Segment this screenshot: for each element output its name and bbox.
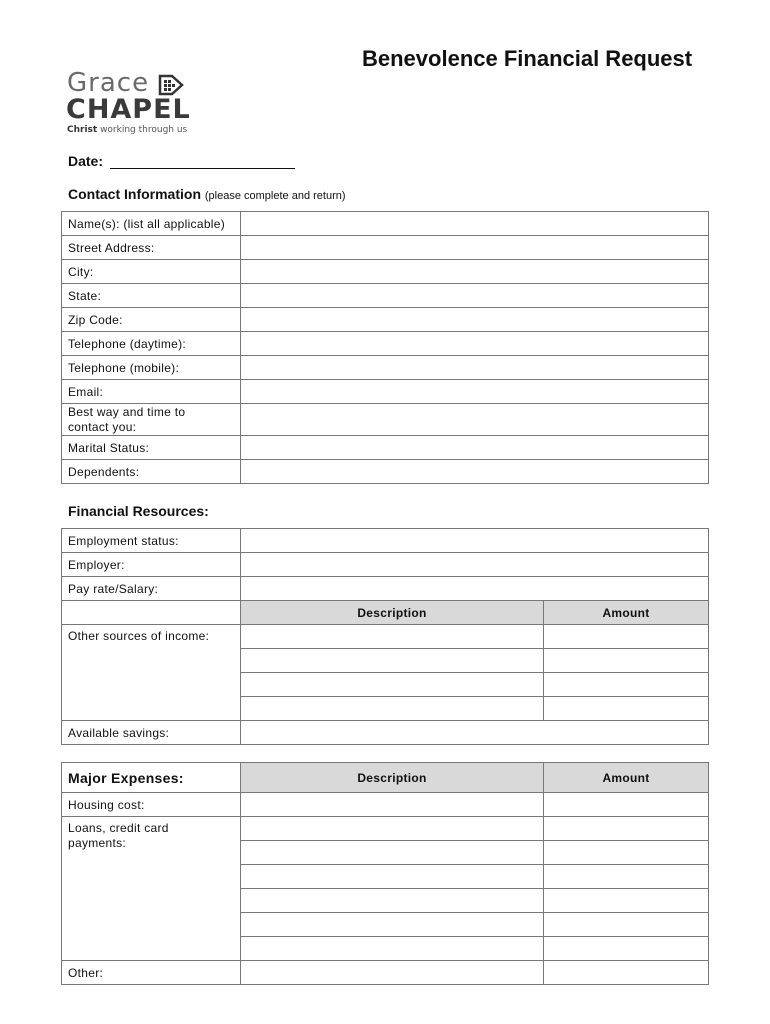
table-row bbox=[62, 529, 709, 553]
employer-field[interactable] bbox=[241, 553, 709, 577]
table-row bbox=[62, 721, 709, 745]
loan-amount-field[interactable] bbox=[544, 841, 709, 865]
employment-status-field[interactable] bbox=[241, 529, 709, 553]
row-label: Street Address: bbox=[62, 236, 241, 260]
logo-arrow-icon bbox=[158, 74, 184, 96]
loan-amount-field[interactable] bbox=[544, 817, 709, 841]
row-label: Marital Status: bbox=[62, 436, 241, 460]
expenses-table bbox=[61, 762, 709, 985]
table-row bbox=[62, 763, 709, 793]
income-description-field[interactable] bbox=[241, 649, 544, 673]
income-amount-field[interactable] bbox=[544, 697, 709, 721]
dependents-field[interactable] bbox=[241, 460, 709, 484]
table-row bbox=[62, 793, 709, 817]
loan-amount-field[interactable] bbox=[544, 889, 709, 913]
loan-amount-field[interactable] bbox=[544, 913, 709, 937]
contact-heading: Contact Information (please complete and return) bbox=[68, 186, 346, 202]
description-header: Description bbox=[241, 763, 544, 793]
table-row bbox=[62, 260, 709, 284]
income-description-field[interactable] bbox=[241, 673, 544, 697]
date-field[interactable] bbox=[110, 168, 295, 169]
loan-description-field[interactable] bbox=[241, 841, 544, 865]
row-label: City: bbox=[62, 260, 241, 284]
marital-status-field[interactable] bbox=[241, 436, 709, 460]
loan-description-field[interactable] bbox=[241, 865, 544, 889]
date-label: Date: bbox=[68, 153, 104, 169]
amount-header: Amount bbox=[544, 601, 709, 625]
state-field[interactable] bbox=[241, 284, 709, 308]
savings-field[interactable] bbox=[241, 721, 709, 745]
other-amount-field[interactable] bbox=[544, 961, 709, 985]
housing-description-field[interactable] bbox=[241, 793, 544, 817]
loan-description-field[interactable] bbox=[241, 937, 544, 961]
logo-chapel: CHAPEL bbox=[66, 94, 191, 125]
row-label: Best way and time to contact you: bbox=[62, 404, 241, 436]
other-description-field[interactable] bbox=[241, 961, 544, 985]
table-row bbox=[62, 817, 709, 841]
table-row bbox=[62, 284, 709, 308]
table-row bbox=[62, 332, 709, 356]
financial-table bbox=[61, 528, 709, 745]
row-label: Zip Code: bbox=[62, 308, 241, 332]
row-label: Name(s): (list all applicable) bbox=[62, 212, 241, 236]
empty-cell bbox=[62, 601, 241, 625]
city-field[interactable] bbox=[241, 260, 709, 284]
telephone-mobile-field[interactable] bbox=[241, 356, 709, 380]
income-amount-field[interactable] bbox=[544, 673, 709, 697]
row-label: Email: bbox=[62, 380, 241, 404]
logo-grace: Grace bbox=[67, 68, 150, 98]
logo-tagline: Christ working through us bbox=[67, 125, 188, 135]
income-description-field[interactable] bbox=[241, 697, 544, 721]
table-row bbox=[62, 601, 709, 625]
table-row bbox=[62, 553, 709, 577]
table-row bbox=[62, 356, 709, 380]
zip-code-field[interactable] bbox=[241, 308, 709, 332]
table-row bbox=[62, 961, 709, 985]
table-row bbox=[62, 625, 709, 649]
income-amount-field[interactable] bbox=[544, 625, 709, 649]
loan-description-field[interactable] bbox=[241, 817, 544, 841]
row-label: Telephone (daytime): bbox=[62, 332, 241, 356]
table-row bbox=[62, 460, 709, 484]
names-field[interactable] bbox=[241, 212, 709, 236]
loan-amount-field[interactable] bbox=[544, 937, 709, 961]
housing-amount-field[interactable] bbox=[544, 793, 709, 817]
best-contact-field[interactable] bbox=[241, 404, 709, 436]
expenses-heading: Major Expenses: bbox=[62, 763, 241, 793]
grace-chapel-logo bbox=[66, 70, 196, 140]
table-row bbox=[62, 380, 709, 404]
pay-rate-field[interactable] bbox=[241, 577, 709, 601]
row-label: State: bbox=[62, 284, 241, 308]
row-label: Pay rate/Salary: bbox=[62, 577, 241, 601]
row-label: Housing cost: bbox=[62, 793, 241, 817]
amount-header: Amount bbox=[544, 763, 709, 793]
table-row bbox=[62, 577, 709, 601]
table-row bbox=[62, 436, 709, 460]
row-label: Available savings: bbox=[62, 721, 241, 745]
loan-description-field[interactable] bbox=[241, 889, 544, 913]
loan-amount-field[interactable] bbox=[544, 865, 709, 889]
row-label: Telephone (mobile): bbox=[62, 356, 241, 380]
description-header: Description bbox=[241, 601, 544, 625]
row-label: Other sources of income: bbox=[62, 625, 241, 721]
row-label: Dependents: bbox=[62, 460, 241, 484]
contact-table bbox=[61, 211, 709, 484]
loan-description-field[interactable] bbox=[241, 913, 544, 937]
income-amount-field[interactable] bbox=[544, 649, 709, 673]
row-label: Employment status: bbox=[62, 529, 241, 553]
telephone-daytime-field[interactable] bbox=[241, 332, 709, 356]
form-title: Benevolence Financial Request bbox=[362, 46, 693, 71]
email-field[interactable] bbox=[241, 380, 709, 404]
table-row bbox=[62, 212, 709, 236]
table-row bbox=[62, 404, 709, 436]
contact-note: (please complete and return) bbox=[204, 190, 346, 202]
row-label: Loans, credit card payments: bbox=[62, 817, 241, 961]
financial-heading: Financial Resources: bbox=[68, 503, 209, 519]
table-row bbox=[62, 236, 709, 260]
income-description-field[interactable] bbox=[241, 625, 544, 649]
street-address-field[interactable] bbox=[241, 236, 709, 260]
row-label: Other: bbox=[62, 961, 241, 985]
table-row bbox=[62, 308, 709, 332]
row-label: Employer: bbox=[62, 553, 241, 577]
